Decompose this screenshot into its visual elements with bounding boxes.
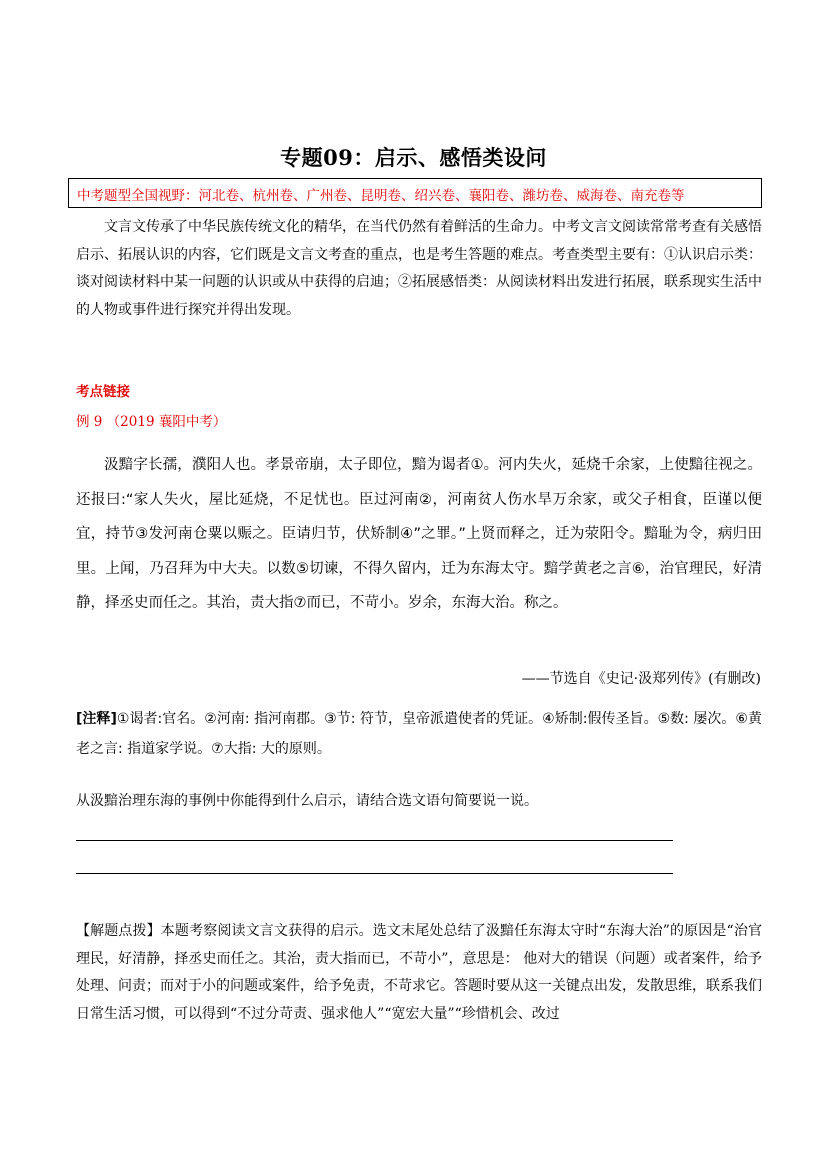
section-heading: 考点链接 (76, 384, 130, 400)
analysis-paragraph: 【解题点拨】本题考察阅读文言文获得的启示。选文末尾处总结了汲黯任东海太守时“东海大治”的原因是“治官理民，好清静，择丞史而任之。其治，责大指而已，不苛小”，意思是： 他对大的错误（问题）或者案件，给予处理、问责；而对于小的问题或案件，给予免责，不苛求它。答题时要从这一关键点出发，发散思维，联系我们日常生活习惯，可以得到“不过分苛责、强求他人”“宽宏大量”“珍惜机会、改过 (76, 923, 762, 1023)
annotations-label: [注释] (76, 711, 117, 727)
passage-source: ——节选自《史记·汲郑列传》(有删改) (521, 671, 761, 687)
answer-line (76, 873, 673, 874)
page-title: 专题09：启示、感悟类设问 (280, 145, 547, 170)
intro-paragraph: 文言文传承了中华民族传统文化的精华，在当代仍然有着鲜活的生命力。中考文言文阅读常常考查有关感悟启示、拓展认识的内容，它们既是文言文考查的重点，也是考生答题的难点。考查类型主要有：①认识启示类：谈对阅读材料中某一问题的认识或从中获得的启迪；②拓展感悟类：从阅读材料出发进行拓展，联系现实生活中的人物或事件进行探究并得出发现。 (76, 219, 762, 318)
answer-line (76, 840, 673, 841)
example-label: 例 9 （2019 襄阳中考） (76, 414, 227, 430)
annotations-text: ①谒者:官名。②河南: 指河南郡。③节: 符节，皇帝派遣使者的凭证。④矫制:假传圣旨。⑤数: 屡次。⑥黄老之言: 指道家学说。⑦大指: 大的原则。 (76, 711, 762, 757)
classical-passage: 汲黯字长孺，濮阳人也。孝景帝崩，太子即位，黯为谒者①。河内失火，延烧千余家，上使黯往视之。还报曰:“家人失火，屋比延烧，不足忧也。臣过河南②，河南贫人伤水旱万余家，或父子相食，臣谨以便宜，持节③发河南仓粟以赈之。臣请归节，伏矫制④”之罪。”上贤而释之，迁为荥阳令。黯耻为令，病归田里。上闻，乃召拜为中大夫。以数⑤切谏，不得久留内，迁为东海太守。黯学黄老之言⑥，治官理民，好清静，择丞史而任之。其治，责大指⑦而已，不苛小。岁余，东海大治。称之。 (76, 457, 762, 612)
exam-scope-box (68, 178, 762, 208)
annotations (76, 704, 762, 764)
exam-scope-text: 中考题型全国视野：河北卷、杭州卷、广州卷、昆明卷、绍兴卷、襄阳卷、潍坊卷、威海卷、南充卷等 (77, 188, 685, 204)
question-text: 从汲黯治理东海的事例中你能得到什么启示，请结合选文语句简要说一说。 (76, 793, 538, 809)
